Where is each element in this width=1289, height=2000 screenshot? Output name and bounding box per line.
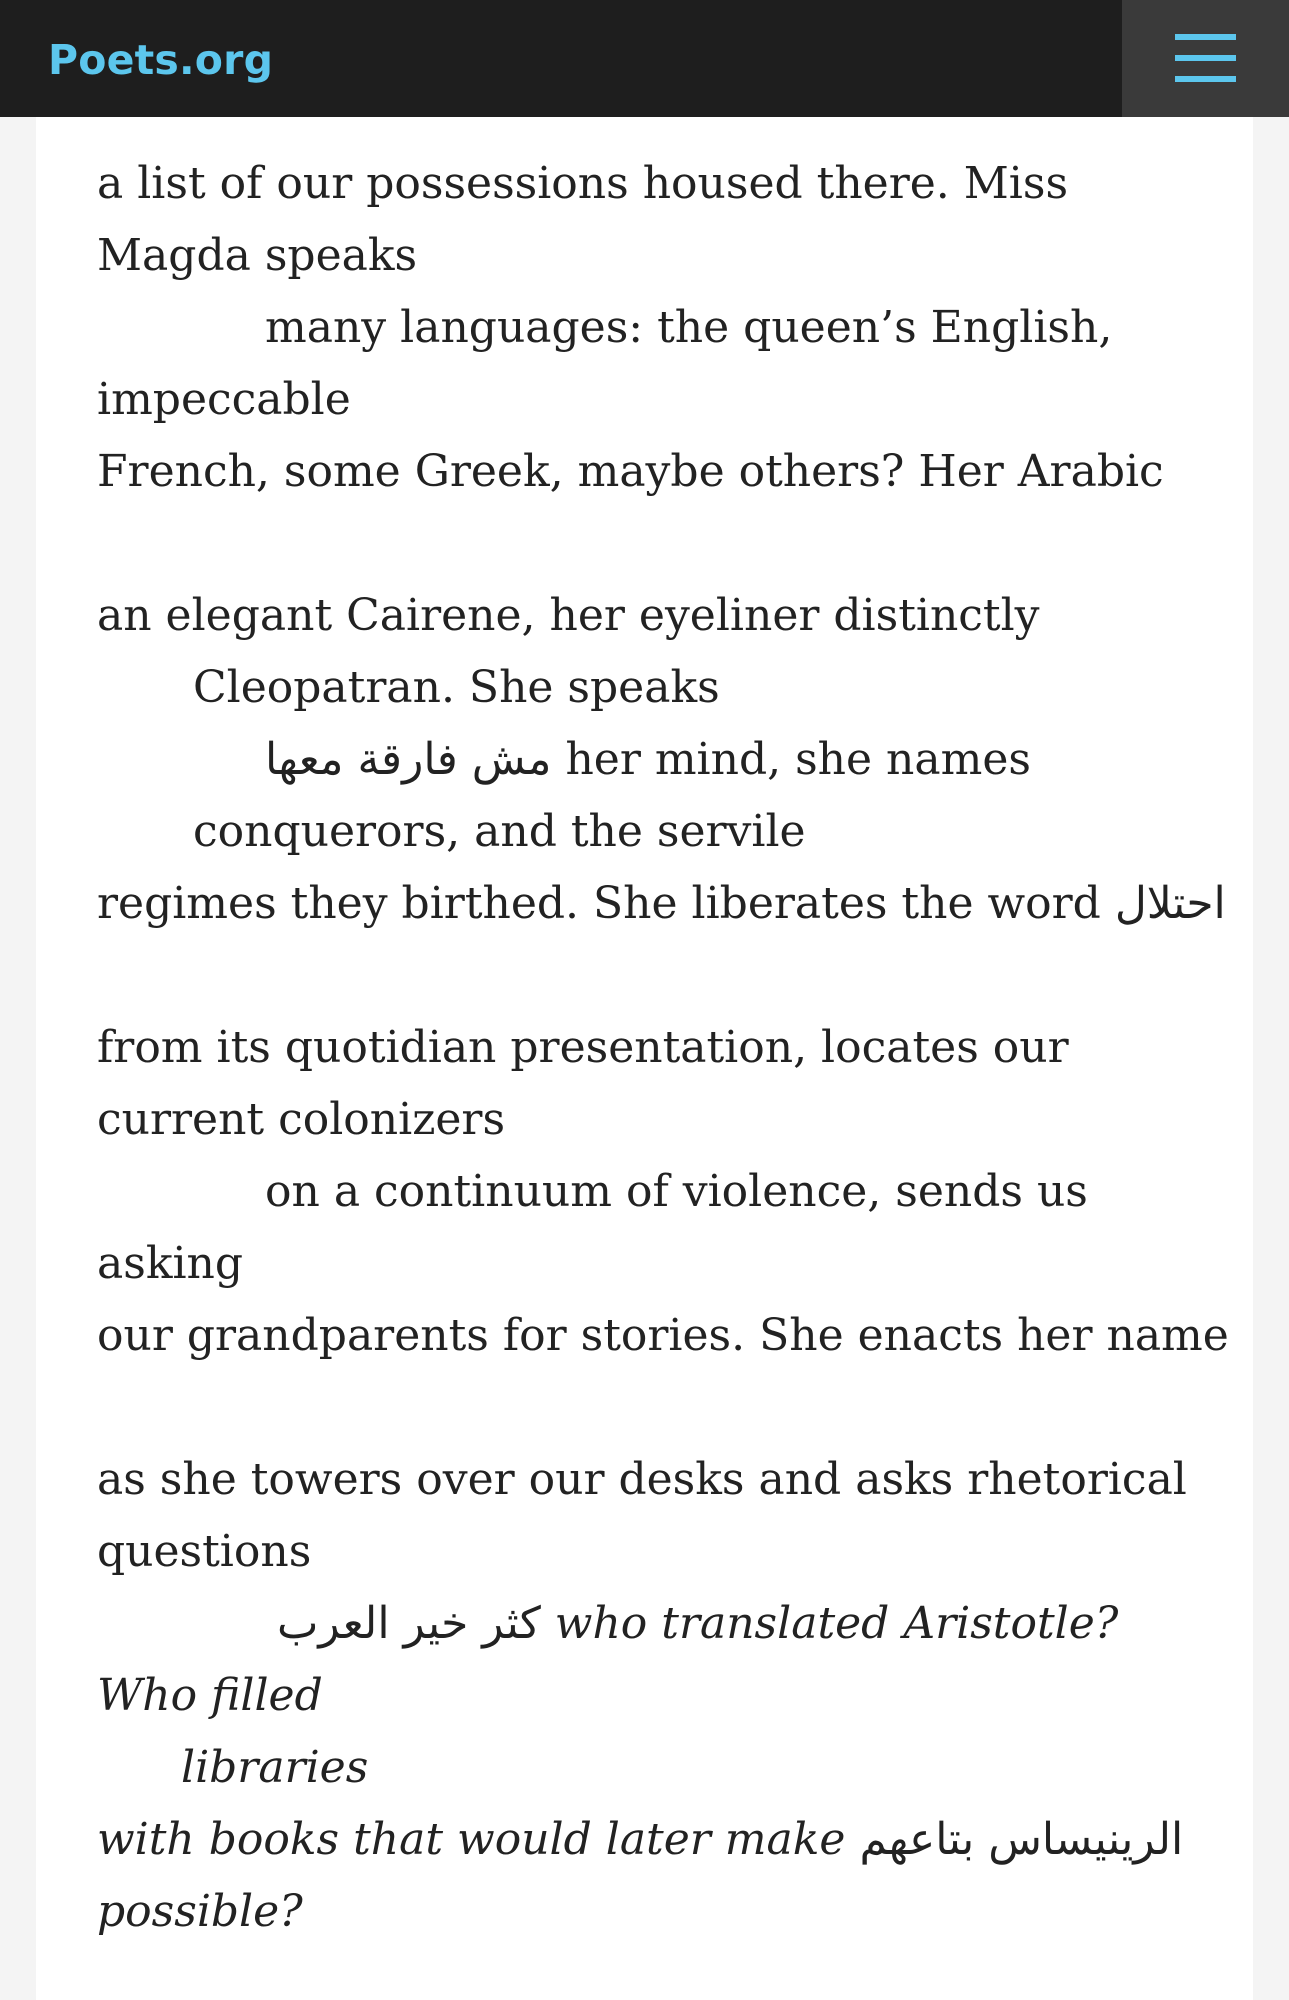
poem-line: Who filled xyxy=(97,1670,323,1721)
poem-line: Magda speaks xyxy=(97,230,418,281)
poem-line: our grandparents for stories. She enacts her name xyxy=(97,1310,1229,1361)
poem-body xyxy=(97,148,1229,1948)
poem-line xyxy=(97,1588,1207,1660)
hamburger-menu-icon-bar xyxy=(1175,55,1236,61)
poem-line: questions xyxy=(97,1526,312,1577)
hamburger-menu-icon xyxy=(1175,34,1236,40)
poem-line: impeccable xyxy=(97,374,351,425)
poem-line: as she towers over our desks and asks rhetorical xyxy=(97,1454,1187,1505)
stanza-break xyxy=(97,1372,1207,1444)
poem-line: an elegant Cairene, her eyeliner distinctly xyxy=(97,590,1040,641)
poem-line: on a continuum of violence, sends us xyxy=(265,1166,1088,1217)
poem-line: many languages: the queen’s English, xyxy=(265,302,1113,353)
poem-line: French, some Greek, maybe others? Her Arabic xyxy=(97,446,1164,497)
poem-line: current colonizers xyxy=(97,1094,506,1145)
poem-line: from its quotidian presentation, locates our xyxy=(97,1022,1069,1073)
arabic-phrase: الرينيساس بتاعهم xyxy=(859,1814,1184,1865)
poem-line-text: her mind, she names xyxy=(565,734,1031,785)
arabic-phrase: كثر خير العرب xyxy=(277,1598,541,1649)
poem-line xyxy=(97,724,1207,796)
poem-line: asking xyxy=(97,1238,244,1289)
poem-line-text: with books that would later make xyxy=(97,1814,846,1865)
poem-line: libraries xyxy=(181,1742,369,1793)
poem-line: a list of our possessions housed there. Miss xyxy=(97,158,1069,209)
poem-line: possible? xyxy=(97,1886,303,1937)
poem-line-text: regimes they birthed. She liberates the word xyxy=(97,878,1101,929)
poem-line: Cleopatran. She speaks xyxy=(193,662,720,713)
hamburger-menu-icon-bar xyxy=(1175,76,1236,82)
poem-line xyxy=(97,1804,1207,1876)
poem-line xyxy=(97,868,1226,940)
arabic-phrase: احتلال xyxy=(1114,878,1226,929)
hamburger-menu-button[interactable] xyxy=(1122,0,1289,117)
site-logo[interactable]: Poets.org xyxy=(48,36,274,84)
stanza-break xyxy=(97,940,1207,1012)
poem-line-text: who translated Aristotle? xyxy=(554,1598,1119,1649)
top-navigation-bar xyxy=(0,0,1289,117)
poem-line: conquerors, and the servile xyxy=(193,806,806,857)
arabic-phrase: مش فارقة معها xyxy=(265,734,552,785)
stanza-break xyxy=(97,508,1207,580)
